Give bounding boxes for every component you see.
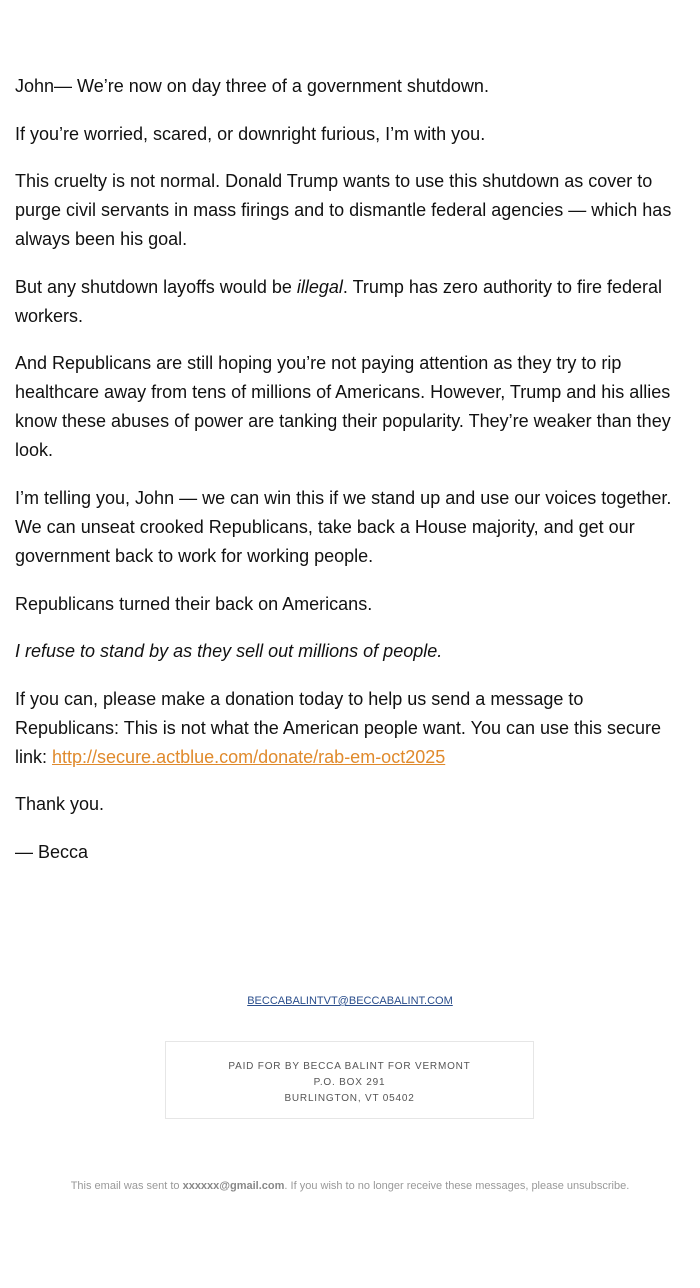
- footer-suffix: . If you wish to no longer receive these messages, please unsubscribe.: [284, 1180, 630, 1192]
- footer-notice: [0, 1180, 700, 1192]
- illegal-emphasis: illegal: [296, 276, 343, 297]
- paragraph-win: I’m telling you, John — we can win this if we stand up and use our voices together. We can unseat crooked Republicans, take back a House majority, and get our government back to work for working people.: [15, 487, 672, 566]
- paid-for-line: PAID FOR BY BECCA BALINT FOR VERMONT: [228, 1061, 471, 1072]
- po-box-line: P.O. BOX 291: [313, 1077, 386, 1088]
- email-body: [15, 72, 685, 886]
- paragraph-worried: If you’re worried, scared, or downright furious, I’m with you.: [15, 123, 486, 144]
- paragraph-illegal: [15, 273, 685, 331]
- paragraph-cruelty: This cruelty is not normal. Donald Trump wants to use this shutdown as cover to purge civil servants in mass firings and to dismantle federal agencies — which has always been his goal.: [15, 171, 672, 250]
- paid-for-box: [165, 1041, 534, 1119]
- paragraph-illegal-end: . Trump has zero authority to fire federal workers.: [15, 276, 663, 326]
- refuse-italic: I refuse to stand by as they sell out millions of people.: [15, 641, 443, 662]
- donate-link[interactable]: http://secure.actblue.com/donate/rab-em-oct2025: [52, 746, 446, 767]
- paragraph-turned-back: Republicans turned their back on Americans.: [15, 593, 373, 614]
- city-line: BURLINGTON, VT 05402: [284, 1093, 415, 1104]
- paragraph-republicans-healthcare: And Republicans are still hoping you’re not paying attention as they try to rip healthcare away from tens of millions of Americans. However, Trump and his allies know these abuses of power are tanking their popularity. They’re weaker than they look.: [15, 353, 671, 461]
- paragraph-thank-you: Thank you.: [15, 794, 105, 815]
- footer-prefix: This email was sent to: [70, 1180, 183, 1192]
- contact-email-row: [0, 995, 700, 1007]
- signoff: — Becca: [15, 841, 89, 862]
- paragraph-refuse: [15, 637, 685, 666]
- greeting-paragraph: John— We’re now on day three of a government shutdown.: [15, 76, 489, 96]
- donate-text: If you can, please make a donation today to help us send a message to Republicans: This is not what the American people want. You can use this secure link:: [15, 688, 662, 767]
- paragraph-donate: [15, 685, 685, 772]
- paragraph-illegal-start: But any shutdown layoffs would be: [15, 276, 297, 297]
- contact-email-link[interactable]: BECCABALINTVT@BECCABALINT.COM: [247, 995, 453, 1007]
- recipient-email: xxxxxx@gmail.com: [182, 1180, 285, 1192]
